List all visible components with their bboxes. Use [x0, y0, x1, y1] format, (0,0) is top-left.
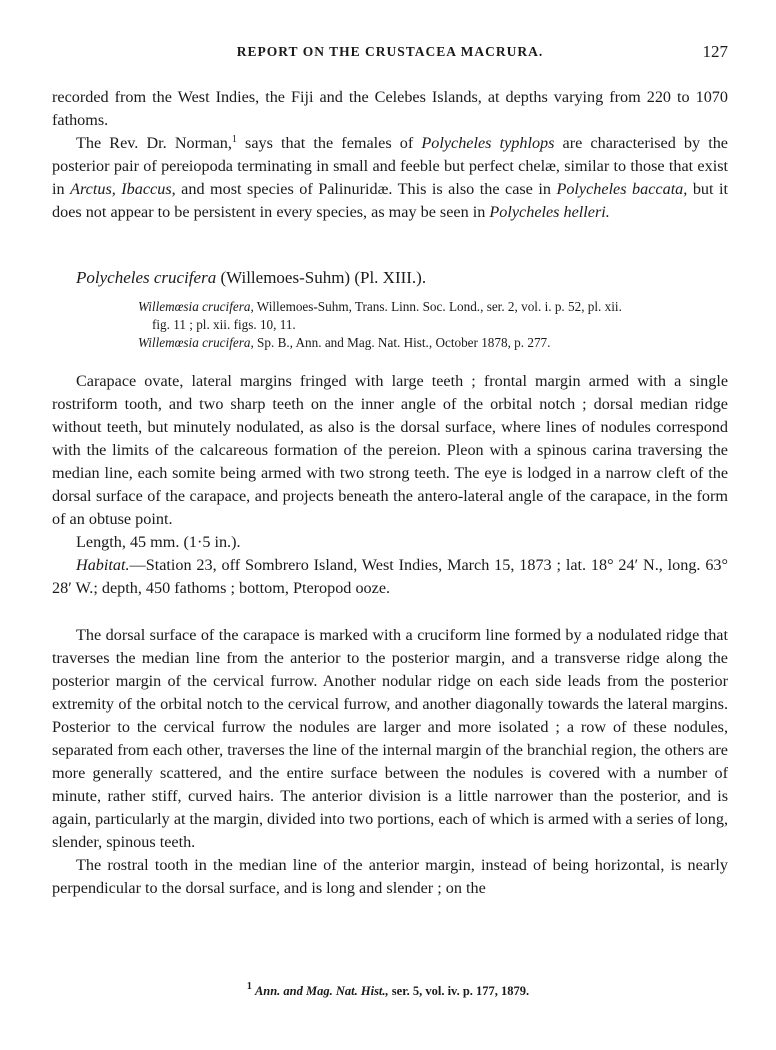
taxon-name: Polycheles typhlops [421, 134, 555, 152]
running-header [52, 44, 728, 68]
species-heading [52, 266, 728, 290]
footnote-mark: 1 [246, 981, 252, 992]
text-run: but it does not appear to be persistent in every species, as may be seen in [52, 180, 728, 221]
paragraph-length: Length, 45 mm. (1·5 in.). [76, 533, 241, 551]
paragraph-description: Carapace ovate, lateral margins fringed with large teeth ; frontal margin armed with a single rostriform tooth, and two sharp teeth on the inner angle of the orbital notch ; dorsal median ridge without teeth, but minutely nodulated, as also is the dorsal surface, where lines of nodules correspond with the limits of the calcareous formation of the pereion. Pleon with a spinous carina traversing the median line, each somite being armed with two strong teeth. The eye is lodged in a narrow cleft of the dorsal surface of the carapace, and projects beneath the antero-lateral angle of the carapace, in the form of an obtuse point. [52, 372, 728, 528]
paragraph-dorsal-surface: The dorsal surface of the carapace is marked with a cruciform line formed by a nodulated ridge that traverses the median line from the anterior to the posterior margin, and a transverse ridge along the posterior margin of the cervical furrow. Another nodular ridge on each side leads from the posterior extremity of the orbital notch to the cervical furrow, and another diagonally towards the lateral margins. Posterior to the cervical furrow the nodules are larger and more isolated ; a row of these nodules, separated from each other, traverses the line of the internal margin of the branchial region, the others are more generally scattered, and the entire surface between the nodules is covered with a number of minute, rather stiff, curved hairs. The anterior division is a little narrower than the posterior, and is again, particularly at the margin, divided into two portions, each of which is armed with a series of long, slender, spinous teeth. [52, 626, 728, 851]
habitat-text: —Station 23, off Sombrero Island, West Indies, March 15, 1873 ; lat. 18° 24′ N., long. 63° 28′ W.; depth, 450 fathoms ; bottom, Pteropod ooze. [52, 556, 728, 597]
synonymy-list [52, 298, 728, 352]
footnote-journal: Ann. and Mag. Nat. Hist., [254, 984, 389, 998]
paragraph-rostral-tooth: The rostral tooth in the median line of the anterior margin, instead of being horizontal, is nearly perpendicular to the dorsal surface, and is long and slender ; on the [52, 856, 728, 897]
taxon-name: Polycheles helleri. [489, 203, 610, 221]
page-body [52, 86, 728, 900]
running-title: REPORT ON THE CRUSTACEA MACRURA. [236, 44, 544, 59]
species-name: Polycheles crucifera [76, 268, 217, 287]
footnote [0, 981, 776, 999]
text-run: says that the females of [236, 134, 422, 152]
page-number: 127 [702, 42, 728, 61]
habitat-label: Habitat. [76, 556, 130, 574]
paragraph-norman [52, 132, 728, 224]
species-authority: (Willemoes-Suhm) (Pl. XIII.). [216, 268, 427, 287]
paragraph-continued: recorded from the West Indies, the Fiji and the Celebes Islands, at depths varying from 220 to 1070 fathoms. [52, 88, 728, 129]
taxon-name: Arctus, Ibaccus, [70, 180, 176, 198]
synonym-citation-continued: fig. 11 ; pl. xii. figs. 10, 11. [152, 317, 296, 332]
synonym-citation: Willemoes-Suhm, Trans. Linn. Soc. Lond., ser. 2, vol. i. p. 52, pl. xii. [253, 299, 622, 314]
synonym-name: Willemœsia crucifera, [138, 335, 254, 350]
paragraph-habitat [52, 554, 728, 600]
footnote-mark: 1 [231, 134, 237, 145]
synonym-name: Willemœsia crucifera, [138, 299, 254, 314]
taxon-name: Polycheles baccata, [556, 180, 688, 198]
text-run: and most species of Palinuridæ. This is also the case in [175, 180, 557, 198]
text-run: are characterised by the posterior pair of pereiopoda terminating in small and feeble but perfect chelæ, similar to those that exist in [52, 134, 728, 198]
synonym-citation: Sp. B., Ann. and Mag. Nat. Hist., October 1878, p. 277. [253, 335, 551, 350]
footnote-citation: ser. 5, vol. iv. p. 177, 1879. [388, 984, 530, 998]
text-run: The Rev. Dr. Norman, [76, 134, 232, 152]
synonymy-entry [138, 334, 728, 352]
synonymy-entry [138, 298, 728, 316]
